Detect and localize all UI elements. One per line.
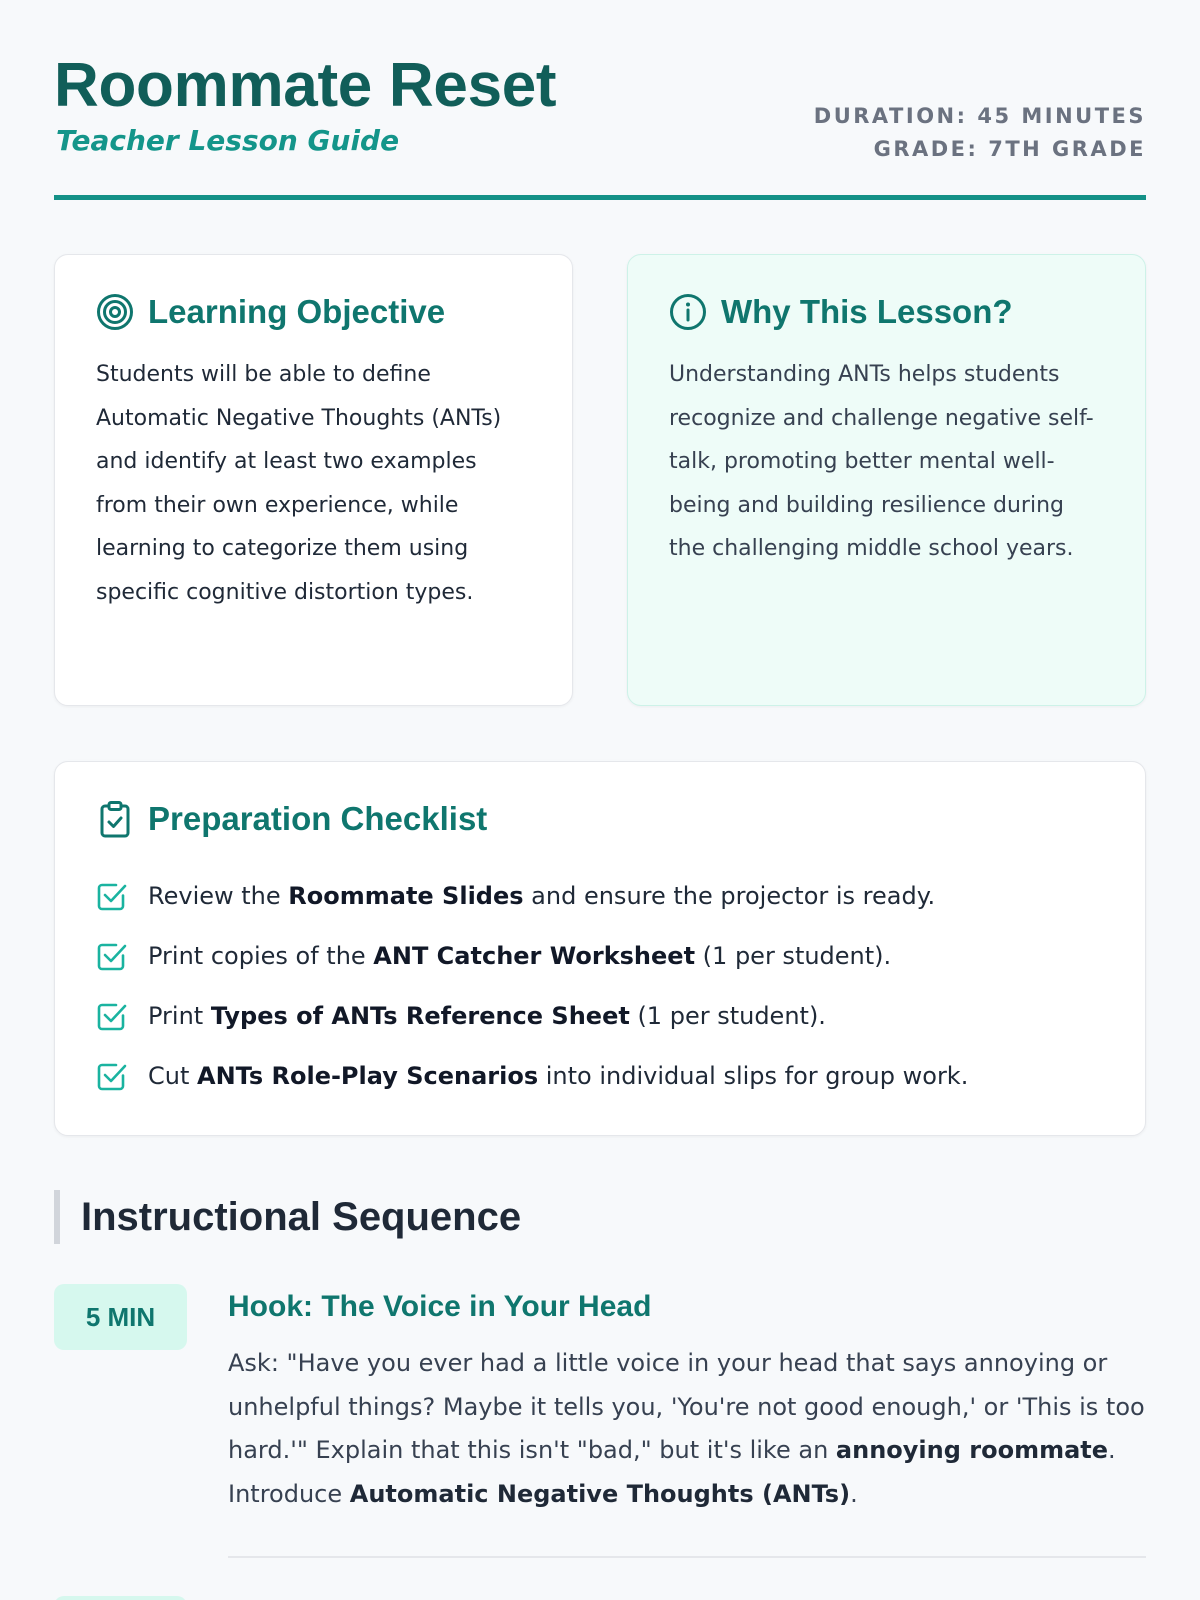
page-subtitle: Teacher Lesson Guide — [56, 124, 400, 157]
checkbox-checked-icon — [96, 940, 128, 972]
section-title: Instructional Sequence — [54, 1190, 521, 1244]
card-header — [669, 293, 1105, 331]
checklist-item — [96, 866, 1105, 926]
checkbox-checked-icon — [96, 1060, 128, 1092]
why-text: Understanding ANTs helps students recognize and challenge negative self-talk, promoting better mental well-being and building resilience during the challenging middle school years. — [669, 362, 1094, 561]
clipboard-check-icon — [96, 800, 134, 838]
checklist-item-text: Print copies of the ANT Catcher Worksheet (1 per student). — [148, 942, 892, 970]
card-title: Preparation Checklist — [148, 800, 488, 837]
card-header — [96, 293, 532, 331]
preparation-checklist-card — [54, 761, 1146, 1136]
grade-label: GRADE: 7TH GRADE — [873, 137, 1146, 161]
card-header — [96, 800, 1105, 838]
page-header — [54, 0, 1146, 200]
card-title: Learning Objective — [148, 293, 446, 330]
learning-objective-card — [54, 254, 573, 706]
checklist-item-text: Cut ANTs Role-Play Scenarios into individual slips for group work. — [148, 1062, 969, 1090]
checklist-item — [96, 926, 1105, 986]
checklist-item — [96, 986, 1105, 1046]
step-divider — [228, 1556, 1146, 1558]
duration-label: DURATION: 45 MINUTES — [813, 104, 1146, 128]
step-content — [228, 1284, 1146, 1516]
page-title: Roommate Reset — [54, 51, 557, 120]
why-lesson-card — [627, 254, 1146, 706]
next-time-badge — [54, 1596, 187, 1600]
info-icon — [669, 293, 707, 331]
card-title: Why This Lesson? — [721, 293, 1013, 330]
checkbox-checked-icon — [96, 1000, 128, 1032]
target-icon — [96, 293, 134, 331]
checklist — [96, 866, 1105, 1106]
step-title: Hook: The Voice in Your Head — [228, 1290, 652, 1323]
step-description: Ask: "Have you ever had a little voice in your head that says annoying or unhelpful things? Maybe it tells you, 'You're not good enough,' or 'This is too hard.'" Explain that this isn't "bad," but it's like an annoying roommate. Introduce Automatic Negative Thoughts (ANTs). — [228, 1349, 1145, 1508]
checklist-item-text: Review the Roommate Slides and ensure the projector is ready. — [148, 882, 936, 910]
checklist-item-text: Print Types of ANTs Reference Sheet (1 per student). — [148, 1002, 826, 1030]
time-badge: 5 MIN — [54, 1284, 187, 1350]
objective-text: Students will be able to define Automatic Negative Thoughts (ANTs) and identify at least two examples from their own experience, while learning to categorize them using specific cognitive distortion types. — [96, 362, 502, 605]
checkbox-checked-icon — [96, 880, 128, 912]
lesson-meta — [814, 100, 1146, 166]
checklist-item — [96, 1046, 1105, 1106]
